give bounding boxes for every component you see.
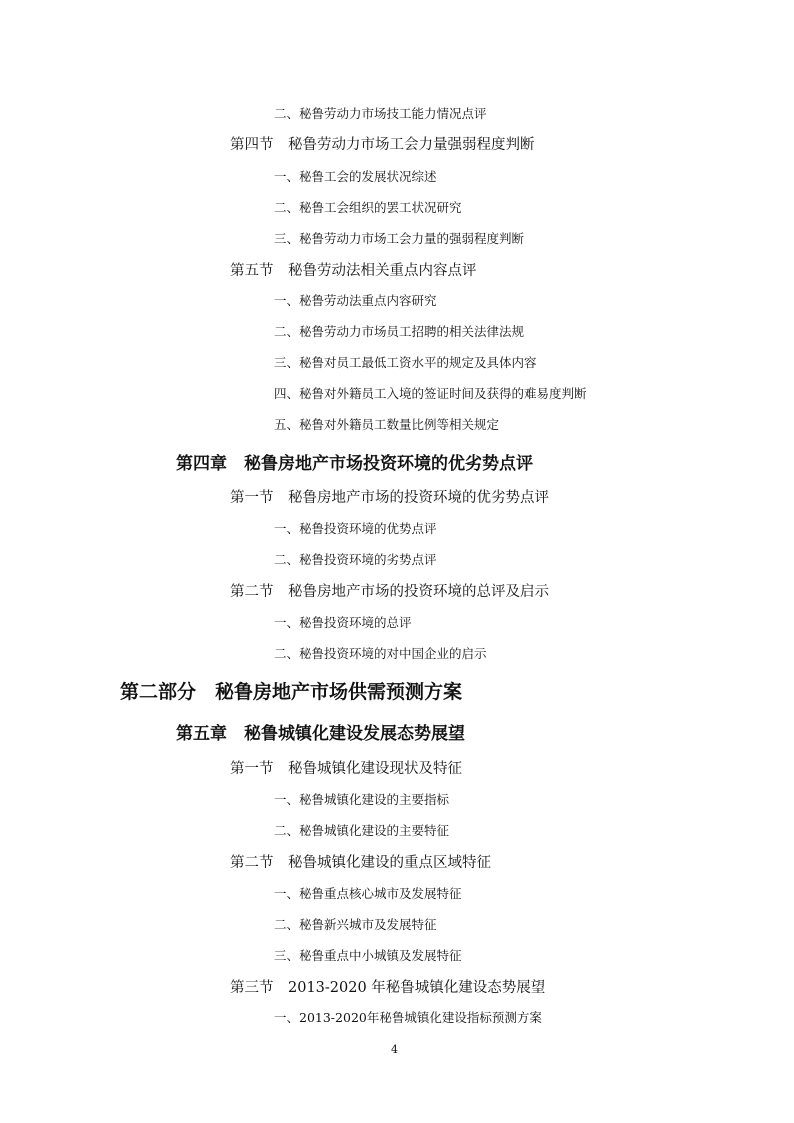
toc-section: 第三节 2013-2020 年秘鲁城镇化建设态势展望: [230, 980, 546, 996]
toc-item: 一、秘鲁投资环境的优势点评: [274, 521, 437, 536]
toc-chapter: 第五章 秘鲁城镇化建设发展态势展望: [176, 724, 465, 744]
toc-item: 一、秘鲁劳动法重点内容研究: [274, 293, 437, 308]
toc-item: 二、秘鲁新兴城市及发展特征: [274, 917, 437, 932]
toc-item: 一、秘鲁城镇化建设的主要指标: [274, 792, 450, 807]
toc-item: 三、秘鲁对员工最低工资水平的规定及具体内容: [274, 355, 537, 370]
toc-item: 二、秘鲁城镇化建设的主要特征: [274, 823, 450, 838]
toc-item: 二、秘鲁投资环境的劣势点评: [274, 552, 437, 567]
toc-item: 二、秘鲁投资环境的对中国企业的启示: [274, 646, 487, 661]
toc-section: 第二节 秘鲁城镇化建设的重点区域特征: [230, 855, 491, 871]
toc-item: 一、秘鲁工会的发展状况综述: [274, 169, 437, 184]
toc-section: 第五节 秘鲁劳动法相关重点内容点评: [230, 263, 477, 279]
toc-chapter: 第四章 秘鲁房地产市场投资环境的优劣势点评: [176, 454, 533, 474]
toc-item: 二、秘鲁劳动力市场员工招聘的相关法律法规: [274, 324, 525, 339]
toc-item: 一、秘鲁重点核心城市及发展特征: [274, 886, 462, 901]
toc-section: 第四节 秘鲁劳动力市场工会力量强弱程度判断: [230, 137, 535, 153]
toc-item: 三、秘鲁重点中小城镇及发展特征: [274, 948, 462, 963]
toc-item: 二、秘鲁工会组织的罢工状况研究: [274, 200, 462, 215]
toc-item: 三、秘鲁劳动力市场工会力量的强弱程度判断: [274, 231, 525, 246]
toc-item: 四、秘鲁对外籍员工入境的签证时间及获得的难易度判断: [274, 386, 587, 401]
page-number: 4: [391, 1043, 398, 1056]
toc-section: 第一节 秘鲁房地产市场的投资环境的优劣势点评: [230, 490, 549, 506]
toc-item: 五、秘鲁对外籍员工数量比例等相关规定: [274, 417, 500, 432]
toc-item: 一、秘鲁投资环境的总评: [274, 615, 412, 630]
toc-item: 一、2013-2020年秘鲁城镇化建设指标预测方案: [274, 1010, 542, 1025]
toc-item: 二、秘鲁劳动力市场技工能力情况点评: [274, 106, 487, 121]
toc-part: 第二部分 秘鲁房地产市场供需预测方案: [120, 681, 463, 703]
toc-section: 第二节 秘鲁房地产市场的投资环境的总评及启示: [230, 584, 549, 600]
toc-section: 第一节 秘鲁城镇化建设现状及特征: [230, 761, 462, 777]
